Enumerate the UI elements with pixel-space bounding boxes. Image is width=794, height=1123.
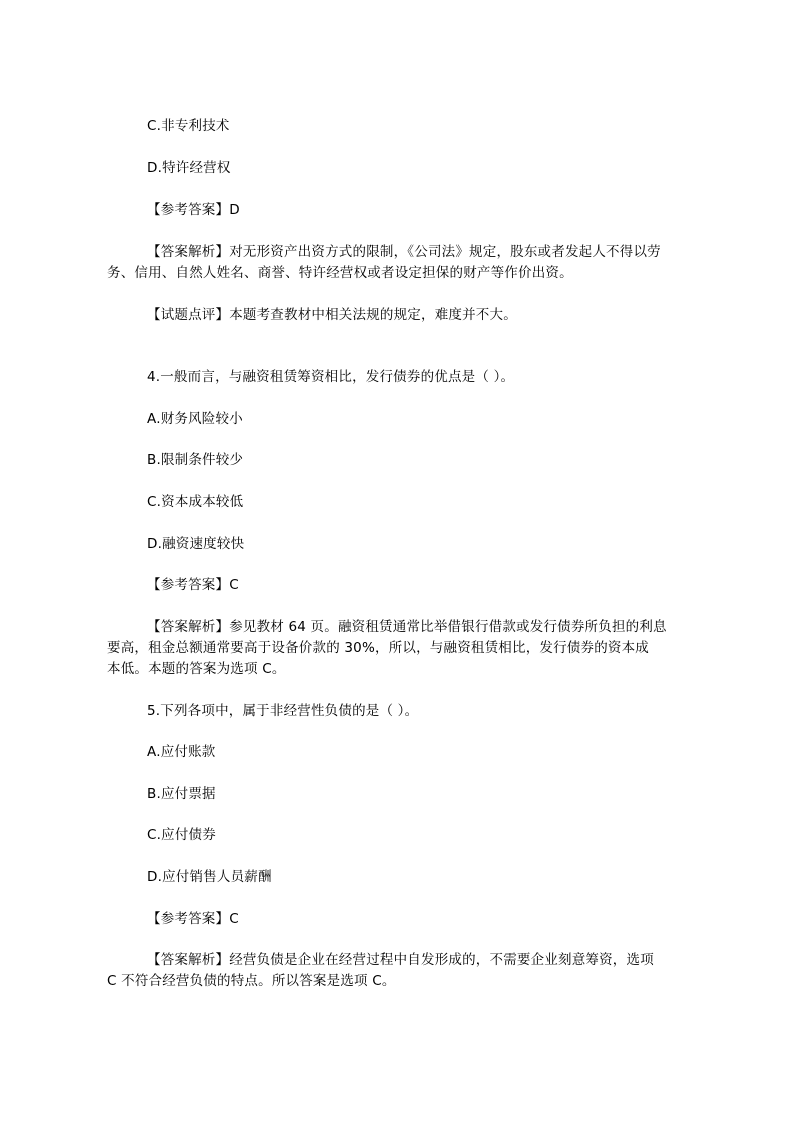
option-a-q4: A.财务风险较小 — [147, 411, 243, 427]
question-5: 5.下列各项中，属于非经营性负债的是（ ）。 — [147, 703, 419, 719]
option-d-q5: D.应付销售人员薪酬 — [147, 869, 272, 885]
option-b-q4: B.限制条件较少 — [147, 452, 244, 468]
option-d-q3: D.特许经营权 — [147, 160, 231, 176]
option-c-q3: C.非专利技术 — [147, 118, 230, 134]
option-c-q5: C.应付债券 — [147, 827, 216, 843]
reference-answer-q5: 【参考答案】C — [147, 911, 239, 927]
answer-analysis-q4-line-1: 【答案解析】参见教材 64 页。融资租赁通常比举借银行借款或发行债券所负担的利息 — [147, 619, 667, 635]
answer-analysis-q5-line-1: 【答案解析】经营负债是企业在经营过程中自发形成的，不需要企业刻意筹资，选项 — [147, 952, 654, 968]
answer-analysis-q5-line-2: C 不符合经营负债的特点。所以答案是选项 C。 — [107, 973, 396, 989]
option-b-q5: B.应付票据 — [147, 786, 216, 802]
option-a-q5: A.应付账款 — [147, 744, 216, 760]
option-d-q4: D.融资速度较快 — [147, 536, 245, 552]
reference-answer-q3: 【参考答案】D — [147, 202, 240, 218]
answer-analysis-q3-line-2: 务、信用、自然人姓名、商誉、特许经营权或者设定担保的财产等作价出资。 — [107, 265, 573, 281]
question-4: 4.一般而言，与融资租赁筹资相比，发行债券的优点是（ ）。 — [147, 369, 515, 385]
reference-answer-q4: 【参考答案】C — [147, 577, 239, 593]
question-comment-q3: 【试题点评】本题考查教材中相关法规的规定，难度并不大。 — [147, 307, 517, 323]
answer-analysis-q3-line-1: 【答案解析】对无形资产出资方式的限制，《公司法》规定，股东或者发起人不得以劳 — [147, 244, 661, 260]
answer-analysis-q4-line-3: 本低。本题的答案为选项 C。 — [107, 661, 286, 677]
answer-analysis-q4-line-2: 要高，租金总额通常要高于设备价款的 30%，所以，与融资租赁相比，发行债券的资本成 — [107, 640, 649, 656]
option-c-q4: C.资本成本较低 — [147, 494, 244, 510]
